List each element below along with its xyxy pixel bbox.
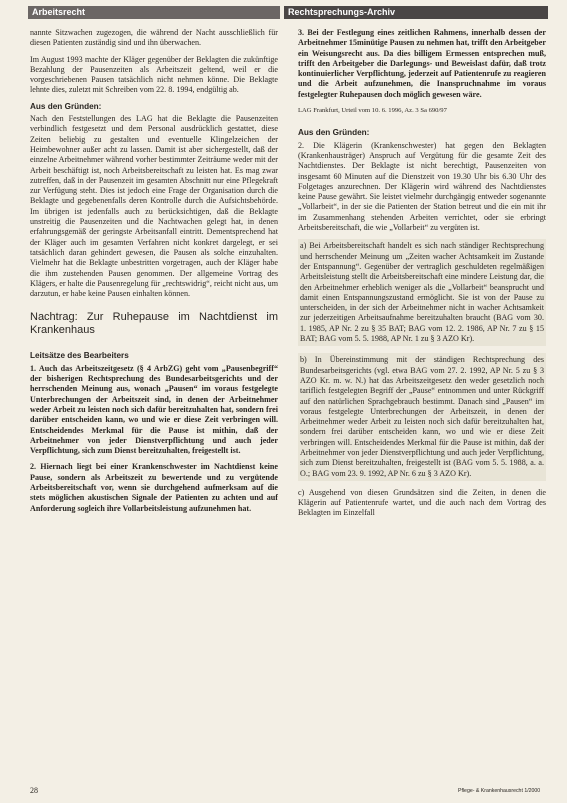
right-paragraph: c) Ausgehend von diesen Grundsätzen sind die Zeiten, in denen die Klägerin auf Patientenrufe wartet, und die auch nach dem Vortrag des Beklagten im Einzelfall [298,487,546,518]
left-column [30,28,278,520]
right-column [298,28,546,525]
court-citation: LAG Frankfurt, Urteil vom 10. 6. 1996, Az. 3 Sa 690/97 [298,107,447,115]
right-paragraph: a) Bei Arbeitsbereitschaft handelt es sich nach ständiger Rechtsprechung und herrschender Meinung um „Zeiten wacher Achtsamkeit im Zustande der Entspannung“. Gegenüber der vertraglich geschuldeten regelmäßigen Arbeitsleistung stellt die Arbeitsbereitschaft eine mindere Leistung dar, die den Arbeitnehmer erheblich weniger als die „Vollarbeit“ beansprucht und damit einen Entspannungszustand ermöglicht. Sie ist von der Pause zu unterscheiden, in der sich der Arbeitnehmer nicht in wacher Achtsamkeit zur jederzeitigen Arbeitsaufnahme bereitzuhalten braucht (BAG vom 30. 1. 1985, AP Nr. 2 zu § 35 BAT; BAG vom 12. 2. 1986, AP Nr. 7 zu § 15 BAT; BAG vom 5. 5. 1988, AP Nr. 1 zu § 3 AZO Kr). [298,239,546,346]
guiding-principle: 2. Hiernach liegt bei einer Krankenschwester im Nachtdienst keine Pause, sondern als Arbeitszeit zu bewertende und zu vergütende Arbeitsbereitschaft vor, wenn sie durchgehend aufmerksam auf die stets möglichen akustischen Signale der Patienten zu achten und auf Anforderung sogleich ihre Vollarbeitsleistung aufzunehmen hat. [30,462,278,513]
page-number: 28 [30,786,38,795]
left-paragraph: nannte Sitzwachen zugezogen, die während der Nacht ausschließlich für diesen Patienten zuständig sind und ihn überwachen. [30,28,278,48]
archive-label: Rechtsprechungs-Archiv [284,6,548,19]
right-paragraph: b) In Übereinstimmung mit der ständigen Rechtsprechung des Bundesarbeitsgerichts (vgl. etwa BAG vom 27. 2. 1992, AP Nr. 5 zu § 3 AZO Kr. m. w. N.) hat das Arbeitszeitgesetz den weder gesetzlich noch tariflich festgelegten Begriff der „Pause“ entnommen und unter Rückgriff auf den natürlichen Sprachgebrauch bestimmt. Danach sind „Pausen“ im voraus festgelegte Unterbrechungen der Arbeitszeit, in denen der Arbeitnehmer weder Arbeit zu leisten noch sich dafür bereitzuhalten hat, sondern frei darüber entscheiden kann, wo und wie er diese Zeit verbringen will. Entscheidendes Merkmal für die Pause ist mithin, daß der Arbeitnehmer von jeder Dienstverpflichtung und auch jeder Verpflichtung, sich zum Dienst bereitzuhalten, freigestellt ist (BAG vom 5. 5. 1988, a. a. O.; BAG vom 23. 9. 1992, AP Nr. 6 zu § 3 AZO Kr). [298,353,546,481]
right-paragraph: 2. Die Klägerin (Krankenschwester) hat gegen den Beklagten (Krankenhausträger) Anspruch auf Vergütung für die gesamte Zeit des Nachtdienstes. Der Beklagte ist nicht berechtigt, Pausenzeiten von insgesamt 60 Minuten auf die Dienstzeit von 19.30 Uhr bis 6.30 Uhr des Folgetages anzurechnen. Der Klägerin wird während des Nachtdienstes keine Pause gewährt. Sie leistet vielmehr durchgängig entweder sogenannte „Vollarbeit“, in der sie die Patienten der Station betreut und die ein mit ihr im Zusammenhang stehenden Arbeiten verrichtet, oder sie erbringt Arbeitsbereitschaft, die wie „Vollarbeit“ zu vergüten ist. [298,140,546,233]
page-header [28,6,548,19]
section-label: Arbeitsrecht [28,6,280,19]
guiding-principle: 3. Bei der Festlegung eines zeitlichen Rahmens, innerhalb dessen der Arbeitnehmer 15minütige Pausen zu nehmen hat, trifft den Arbeitgeber ein Weisungsrecht aus. Da dies billigem Ermessen entsprechen muß, trifft den Arbeitgeber die Darlegungs- und Beweislast dafür, daß trotz kontinuierlicher Verpflichtung, jederzeit auf Patientenrufe zu reagieren und die Arbeit aufzunehmen, die Inanspruchnahme im voraus festgelegter Ruhepausen doch möglich gewesen wäre. [298,28,546,99]
note-title: Nachtrag: Zur Ruhepause im Nachtdienst im Krankenhaus [30,311,278,337]
reasons-heading: Aus den Gründen: [298,128,370,138]
left-paragraph: Im August 1993 machte der Kläger gegenüber der Beklagten die zukünftige Bezahlung der Pausenzeiten als Arbeitszeit geltend, weil er die vorgeschriebenen Pausen tatsächlich nicht nehmen könne. Die Beklagte lehnte dies, zuletzt mit Schreiben vom 22. 8. 1994, endgültig ab. [30,54,278,95]
left-paragraph: Nach den Feststellungen des LAG hat die Beklagte die Pausenzeiten verbindlich festgesetzt und dem Personal ausdrücklich gestattet, diese Zeiten beliebig zu gestalten und eventuelle Klingelzeichen der Heimbewohner außer acht zu lassen. Damit ist aber sichergestellt, daß der einzelne Arbeitnehmer während vorher bestimmter Zeiträume weder mit der Arbeit beschäftigt ist, noch Arbeitsbereitschaft zu leisten hat. Es mag zwar zutreffen, daß in der Pausenzeit im gesamten Abschnitt nur eine Pflegekraft zur Verfügung steht. Dies ist jedoch eine Frage der Organisation durch die Beklagte und gegebenenfalls deren Kontrolle durch die Aufsichtsbehörde. Im übrigen ist jedenfalls auch zu berücksichtigen, daß die Beklagte unstreitig die Pausenzeiten und die Nachtwachen gelegt hat, in denen erfahrungsgemäß der geringste Arbeitsanfall eintritt. Dementsprechend hat der Kläger auch im gesamten Verfahren nicht konkret dargelegt, er sei tatsächlich daran gehindert gewesen, die Pausen als solche einzuhalten. Vielmehr hat die Beklagte unbestritten vorgetragen, auch der Kläger habe die ihm zustehenden Pausen genommen. Der allgemeine Vortrag des Klägers, er halte die Pausenregelung für „rechtswidrig“, reicht nicht aus, um darzutun, er habe keine Pausen einhalten können. [30,114,278,299]
guiding-principle: 1. Auch das Arbeitszeitgesetz (§ 4 ArbZG) geht vom „Pausenbegriff“ der bisherigen Rechtsprechung des Bundesarbeitsgerichts und der herrschenden Meinung aus, wonach „Pausen“ im voraus festgelegte Unterbrechungen der Arbeitszeit sind, in denen der Arbeitnehmer weder Arbeit zu leisten noch sich dafür bereitzuhalten hat, sondern frei darüber entscheiden kann, wo und wie er diese Zeit verbringen will. Entscheidendes Merkmal für die Pause ist mithin, daß der Arbeitnehmer von jeder Dienstverpflichtung und auch jeder Verpflichtung, sich zum Dienst bereitzuhalten, freigestellt ist. [30,363,278,456]
publication-label: Pflege- & Krankenhausrecht 1/2000 [458,788,541,794]
guiding-principles-heading: Leitsätze des Bearbeiters [30,351,129,361]
reasons-heading: Aus den Gründen: [30,101,102,111]
guiding-principles [30,364,278,514]
